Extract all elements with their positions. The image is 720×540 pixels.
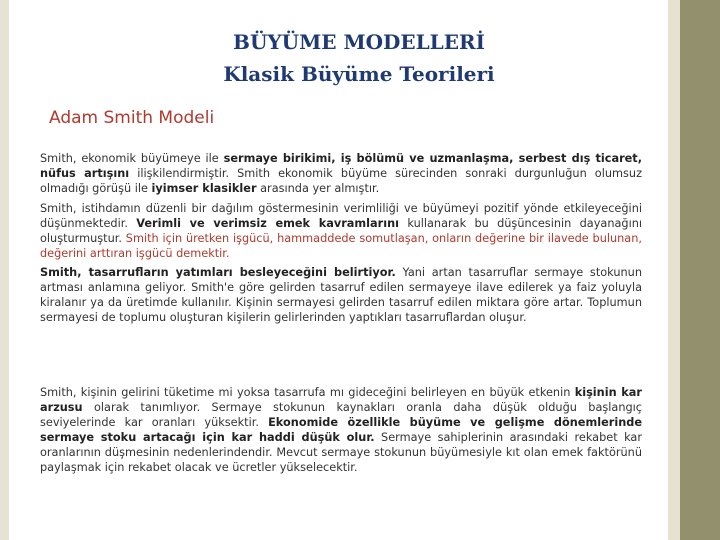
p2-bold-1: Verimli ve verimsiz emek kavramlarını	[136, 217, 400, 230]
section-heading: Adam Smith Modeli	[49, 108, 215, 128]
p1-bold-2: iyimser klasikler	[151, 182, 257, 195]
paragraph-2	[40, 201, 642, 261]
p2-text-c: kullanarak bu düşüncesinin dayanağını oluşturmuştur.	[40, 217, 643, 245]
p4-bold-1: kişinin kar arzusu	[40, 386, 642, 414]
p2-text-a: Smith, istihdamın düzenli bir dağılım göstermesinin verimliliği ve büyümeyi pozitif yönde etkileyeceğini düşünmektedir.	[40, 202, 642, 230]
slide-subtitle-heading: Klasik Büyüme Teorileri	[223, 62, 495, 86]
p4-text-c: olarak tanımlıyor. Sermaye stokunun kaynakları oranla daha düşük olduğu başlangıç seviyelerinde kar oranları yüksektir.	[40, 401, 642, 429]
p1-text-c: ilişkilendirmiştir. Smith ekonomik büyüme sürecinden sonraki durgunluğun olumsuz olmadığı görüşü ile	[40, 167, 642, 195]
p1-bold-1: sermaye birikimi, iş bölümü ve uzmanlaşma, serbest dış ticaret, nüfus artışını	[40, 152, 642, 180]
p4-text-a: Smith, kişinin gelirini tüketime mi yoksa tasarrufa mı gideceğini belirleyen en büyük etkenin	[40, 386, 575, 399]
paragraph-1	[40, 151, 642, 196]
p4-bold-2: Ekonomide özellikle büyüme ve gelişme dönemlerinde sermaye stoku artacağı için kar haddi düşük olur.	[40, 416, 642, 444]
paragraph-4	[40, 385, 642, 475]
paragraph-3	[40, 265, 642, 325]
slide-title: BÜYÜME MODELLERİ	[233, 30, 485, 54]
p4-text-d: Sermaye sahiplerinin arasındaki rekabet kar oranlarının düşmesinin nedenlerindendir. Mevcut sermaye stokunun büyümesiyle kıt olan emek faktörünü paylaşmak için rekabet olacak ve ücretler yükselecektir.	[40, 431, 642, 474]
p2-highlight: Smith için üretken işgücü, hammaddede somutlaşan, onların değerine bir ilavede bulunan, değerini arttıran işgücü demektir.	[40, 232, 642, 260]
p1-text-d: arasında yer almıştır.	[256, 182, 380, 195]
p3-bold-1: Smith, tasarrufların yatımları besleyeceğini belirtiyor.	[40, 266, 396, 279]
p3-text-c: Yani artan tasarruflar sermaye stokunun artması anlamına geliyor. Smith'e göre gelirden tasarruf edilen sermayeye ilave edilerek ya faiz yoluyla kiralanır ya da üretimde kullanılır. Kişinin sermayesi gelirden tasarruf edilen miktara göre artar. Toplumun sermayesi de toplumu oluşturan kişilerin gelirlerinden yaptıkları tasarruflardan oluşur.	[40, 266, 642, 324]
left-decor-bar	[0, 0, 9, 540]
p1-text-a: Smith, ekonomik büyümeye ile	[40, 152, 224, 165]
